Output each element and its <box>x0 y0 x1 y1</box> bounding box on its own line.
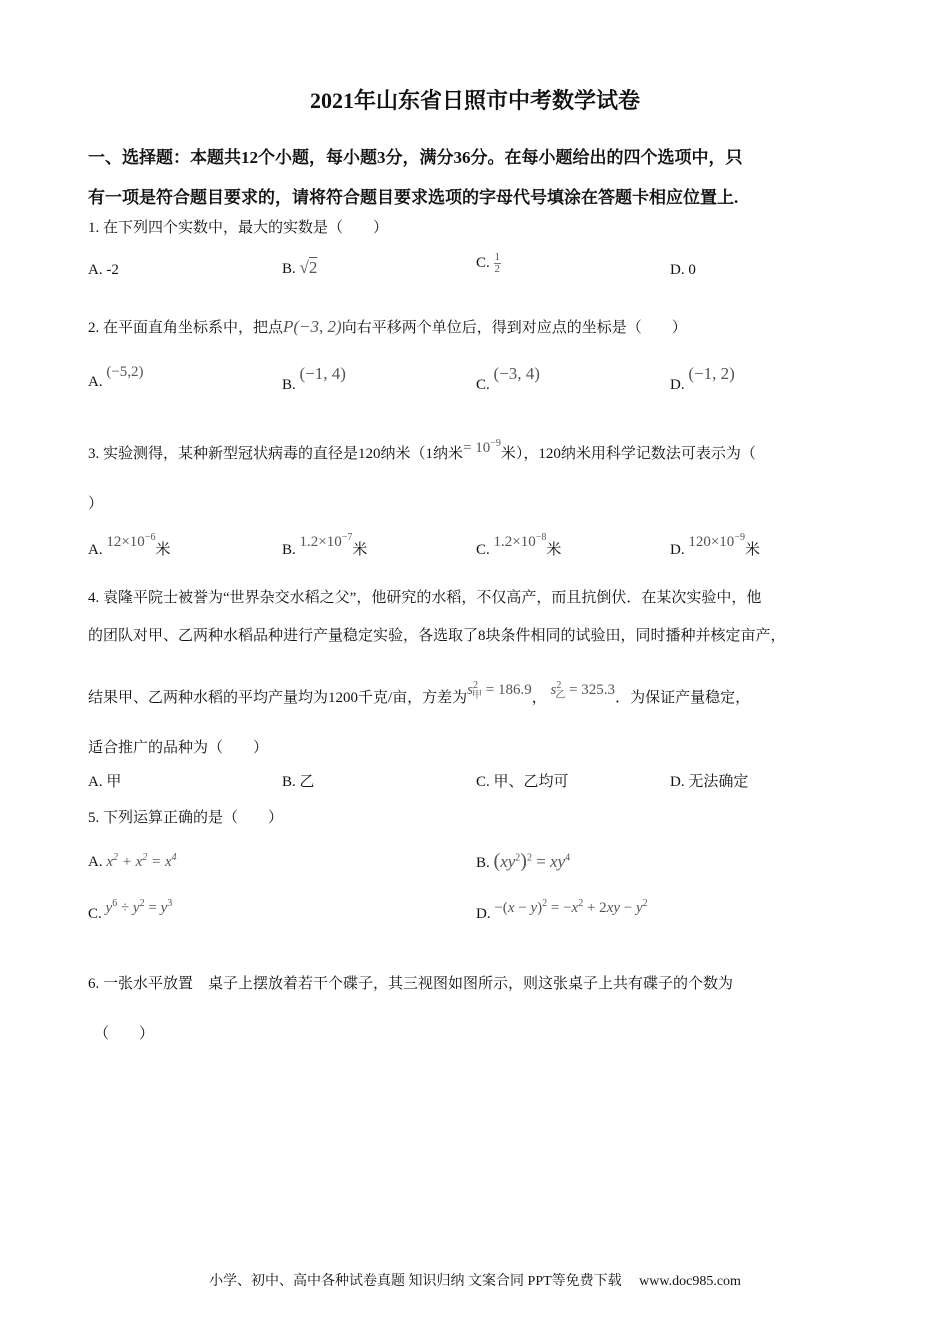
q1-option-a: A. -2 <box>88 262 119 278</box>
q1-option-b: B. √2 <box>282 258 318 277</box>
fraction: $\frac{1}{2}$ <box>494 251 501 275</box>
question-1-stem: 1. 在下列四个实数中，最大的实数是（ ） <box>88 220 389 236</box>
q5-option-a: A. $x^2 + x^2 = x^4$ <box>88 852 177 870</box>
question-3-stem-line-2: ） <box>88 496 104 512</box>
q2-option-b: B. (−1, 4) <box>282 364 346 393</box>
q3-option-b: B. $1.2\times 10^{-7}$米 <box>282 532 368 558</box>
q4-option-c: C. 甲、乙均可 <box>476 774 569 790</box>
q4-option-d: D. 无法确定 <box>670 774 749 790</box>
question-2-stem: 2. 在平面直角坐标系中，把点P(−3, 2)向右平移两个单位后，得到对应点的坐标是（ ） <box>88 317 687 336</box>
q2-option-a: A. (−5,2) <box>88 364 144 390</box>
section-header-line-2: 有一项是符合题目要求的，请将符合题目要求选项的字母代号填涂在答题卡相应位置上. <box>88 188 739 207</box>
q5-option-d: D. $-(x - y)^2 = -x^2 + 2xy - y^2$ <box>476 898 648 922</box>
question-3-stem: 3. 实验测得，某种新型冠状病毒的直径是120纳米（1纳米= $10^{-9}$米），120纳米用科学记数法可表示为（ <box>88 438 756 462</box>
q2-option-d: D. (−1, 2) <box>670 364 735 393</box>
question-4-line-3: 结果甲、乙两种水稻的平均产量均为1200千克/亩，方差为$s^2_甲 = 186.9$， $s^2_乙 = 325.3$．为保证产量稳定， <box>88 680 751 706</box>
sqrt-icon: √2 <box>299 258 318 277</box>
page-title: 2021年山东省日照市中考数学试卷 <box>309 88 640 113</box>
question-4-line-4: 适合推广的品种为（ ） <box>88 740 269 756</box>
q2-option-c: C. (−3, 4) <box>476 364 540 393</box>
q5-option-b: B. $(xy^2)^2 = xy^4$ <box>476 850 571 872</box>
q5-option-c: C. $y^6 \div y^2 = y^3$ <box>88 898 173 922</box>
section-header-line-1: 一、选择题：本题共12个小题，每小题3分，满分36分。在每小题给出的四个选项中，只 <box>88 148 743 167</box>
q3-option-d: D. $120\times 10^{-9}$米 <box>670 532 760 558</box>
question-4-line-1: 4. 袁隆平院士被誉为“世界杂交水稻之父”，他研究的水稻，不仅高产，而且抗倒伏．在某次实验中，他 <box>88 590 762 606</box>
q3-option-a: A. $12\times 10^{-6}$米 <box>88 532 171 558</box>
question-4-line-2: 的团队对甲、乙两种水稻品种进行产量稳定实验，各选取了8块条件相同的试验田，同时播种并核定亩产， <box>88 628 786 644</box>
q1-option-d: D. 0 <box>670 262 696 278</box>
question-5-stem: 5. 下列运算正确的是（ ） <box>88 810 284 826</box>
question-6-line-1: 6. 一张水平放置 桌子上摆放着若干个碟子，其三视图如图所示，则这张桌子上共有碟子的个数为 <box>88 976 734 992</box>
q3-option-c: C. $1.2\times 10^{-8}$米 <box>476 532 562 558</box>
footer-text: 小学、初中、高中各种试卷真题 知识归纳 文案合同 PPT等免费下载 www.doc985.com <box>209 1274 741 1289</box>
q4-option-b: B. 乙 <box>282 774 315 790</box>
question-6-line-2: （ ） <box>94 1026 155 1042</box>
q1-option-c: C. $\frac{1}{2}$ <box>476 251 501 275</box>
q4-option-a: A. 甲 <box>88 774 122 790</box>
